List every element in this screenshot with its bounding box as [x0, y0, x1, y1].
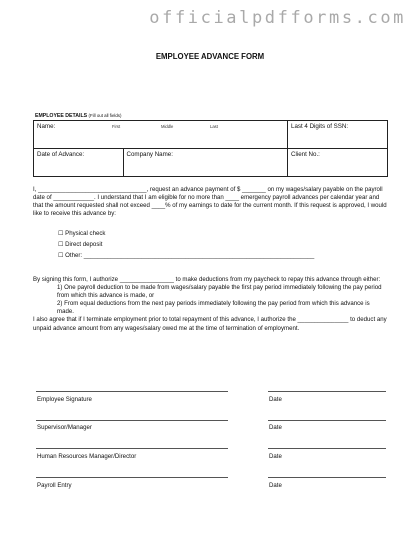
supervisor-signature-line[interactable]	[36, 420, 228, 421]
name-field[interactable]	[34, 121, 288, 149]
company-name-label: Company Name:	[126, 151, 173, 158]
authorization-section	[33, 276, 388, 333]
employee-signature-line[interactable]	[36, 391, 228, 392]
authorization-option-1: 1) One payroll deduction to be made from wages/salary payable the first pay period immediately following the pay period from which this advance is made, or	[57, 284, 382, 300]
authorization-intro: By signing this form, I authorize ________________ to make deductions from my paycheck to repay this advance through either:	[33, 276, 381, 283]
hr-signature-label: Human Resources Manager/Director	[37, 453, 137, 460]
option-physical-check[interactable]: ☐ Physical check	[58, 230, 106, 237]
employee-date-label: Date	[269, 396, 282, 403]
client-no-field[interactable]	[288, 149, 388, 177]
authorization-option-2: 2) From equal deductions from the next pay periods immediately following the pay period from which this advance is made.	[57, 300, 370, 316]
employee-date-line[interactable]	[268, 391, 386, 392]
first-label: First	[112, 124, 121, 129]
company-name-field[interactable]	[123, 149, 287, 176]
date-company-row	[34, 149, 287, 176]
middle-label: Middle	[161, 124, 174, 129]
hr-date-line[interactable]	[268, 448, 386, 449]
supervisor-date-label: Date	[269, 424, 282, 431]
hr-date-label: Date	[269, 453, 282, 460]
date-company-cell	[34, 149, 288, 177]
request-paragraph: I, ________________________________, request an advance payment of $ _______ on my wages/salary payable on the payroll date of ____________. I understand that I am eligible for no more than ____ emergency payroll advances per calendar year and that the amount requested shall not exceed ____% of my earnings to date for the current month. If this request is approved, I would like to receive this advance by:	[33, 186, 387, 218]
watermark: officialpdfforms.com	[149, 8, 406, 28]
payment-options	[58, 229, 314, 261]
employee-signature-label: Employee Signature	[37, 396, 92, 403]
employee-details-table	[33, 120, 388, 177]
payroll-entry-label: Payroll Entry	[37, 482, 72, 489]
date-of-advance-field[interactable]	[34, 149, 123, 176]
option-other[interactable]: ☐ Other: ____________________________________________________________________	[58, 251, 315, 259]
supervisor-signature-label: Supervisor/Manager	[37, 424, 92, 431]
ssn-field[interactable]	[288, 121, 388, 149]
hr-signature-line[interactable]	[36, 448, 228, 449]
last-label: Last	[210, 124, 218, 129]
name-label: Name:	[37, 123, 56, 130]
section-heading	[35, 113, 121, 119]
payroll-date-label: Date	[269, 482, 282, 489]
form-title: EMPLOYEE ADVANCE FORM	[155, 52, 265, 61]
section-heading-text: EMPLOYEE DETAILS	[35, 113, 88, 119]
supervisor-date-line[interactable]	[268, 420, 386, 421]
client-no-label: Client No.:	[291, 151, 320, 158]
ssn-label: Last 4 Digits of SSN:	[291, 123, 349, 130]
payroll-signature-line[interactable]	[36, 477, 228, 478]
option-direct-deposit[interactable]: ☐ Direct deposit	[58, 240, 103, 248]
section-note: (Fill out all fields)	[88, 113, 122, 118]
date-of-advance-label: Date of Advance:	[37, 151, 85, 158]
termination-clause: I also agree that if I terminate employment prior to total repayment of this advance, I authorize the _______________ to deduct any unpaid advance amount from any wages/salary owed me at the time of termination of employment.	[33, 316, 387, 332]
payroll-date-line[interactable]	[268, 477, 386, 478]
